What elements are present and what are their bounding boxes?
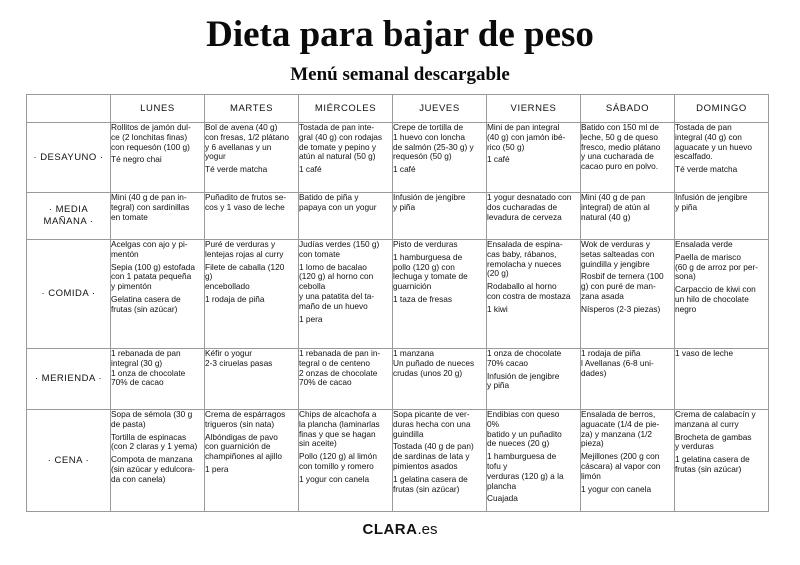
dish-text: Sopa de sémola (30 g de pasta) <box>111 409 193 429</box>
dish-text: Ensalada de berros, aguacate (1/4 de pie- za) y manzana (1/2 pieza) <box>581 409 660 449</box>
dish-text: Gelatina casera de frutas (sin azúcar) <box>111 293 181 314</box>
dish-text: 1 yogur desnatado con dos cucharadas de levadura de cerveza <box>487 192 572 222</box>
menu-cell <box>581 123 675 193</box>
dish-text: Brocheta de gambas y verduras <box>675 431 752 452</box>
menu-cell <box>581 193 675 240</box>
menu-cell <box>487 410 581 512</box>
menu-cell <box>205 240 299 349</box>
dish-text: 1 rodaja de piña l Avellanas (6-8 uni- dades) <box>581 348 654 378</box>
dish-text: Nísperos (2-3 piezas) <box>581 303 661 314</box>
dish-text: Crepe de tortilla de 1 huevo con loncha de salmón (25-30 g) y requesón (50 g) <box>393 122 474 162</box>
day-header-5: VIERNES <box>487 95 581 123</box>
dish-text: 1 café <box>299 164 322 175</box>
menu-cell <box>581 240 675 349</box>
dish-text: Infusión de jengibre y piña <box>487 370 560 391</box>
meal-row <box>27 240 769 349</box>
dish-text: Mini (40 g de pan in- tegral) con sardinillas en tomate <box>111 192 190 222</box>
dish-text: Ensalada verde <box>675 239 733 249</box>
menu-cell <box>111 123 205 193</box>
menu-cell <box>675 349 769 410</box>
brand-logo <box>0 520 800 540</box>
dish-text: Pisto de verduras <box>393 239 458 249</box>
dish-text: 1 yogur con canela <box>581 483 652 494</box>
menu-cell <box>675 410 769 512</box>
dish-text: Té verde matcha <box>205 164 268 175</box>
menu-cell <box>393 410 487 512</box>
day-header-4: JUEVES <box>393 95 487 123</box>
menu-cell <box>675 123 769 193</box>
menu-cell <box>581 410 675 512</box>
meal-row <box>27 410 769 512</box>
meal-label: · DESAYUNO · <box>27 123 111 193</box>
dish-text: Infusión de jengibre y piña <box>393 192 466 212</box>
meal-row <box>27 349 769 410</box>
dish-text: Mejillones (200 g con cáscara) al vapor con limón <box>581 451 661 481</box>
menu-cell <box>205 193 299 240</box>
dish-text: 1 yogur con canela <box>299 473 370 484</box>
meal-row <box>27 193 769 240</box>
dish-text: Tostada de pan inte- gral (40 g) con rodajas de tomate y pepino y atún al natural (50 g) <box>299 122 383 162</box>
dish-text: Crema de espárragos trigueros (sin nata) <box>205 409 286 429</box>
dish-text: 1 gelatina casera de frutas (sin azúcar) <box>393 473 468 494</box>
dish-text: Crema de calabacín y manzana al curry <box>675 409 756 429</box>
menu-cell <box>205 410 299 512</box>
dish-text: Judías verdes (150 g) con tomate <box>299 239 380 259</box>
dish-text: 1 manzana Un puñado de nueces crudas (unos 20 g) <box>393 348 475 378</box>
dish-text: Pollo (120 g) al limón con tomillo y romero <box>299 451 377 471</box>
menu-cell <box>393 193 487 240</box>
menu-cell <box>393 240 487 349</box>
dish-text: Chips de alcachofa a la plancha (laminarlas finas y que se hagan sin aceite) <box>299 409 380 449</box>
dish-text: 1 hamburguesa de tofu y verduras (120 g) a la plancha <box>487 451 564 491</box>
menu-cell <box>299 410 393 512</box>
dish-text: Sopa picante de ver- duras hecha con una guindilla <box>393 409 471 439</box>
day-header-row <box>27 95 769 123</box>
dish-text: Wok de verduras y setas salteadas con guindilla y jengibre <box>581 239 655 269</box>
day-header-6: SÁBADO <box>581 95 675 123</box>
menu-cell <box>299 240 393 349</box>
brand-domain: .es <box>417 521 438 538</box>
dish-text: Kéfir o yogur 2-3 ciruelas pasas <box>205 348 273 368</box>
dish-text: 1 onza de chocolate 70% cacao <box>487 348 562 368</box>
meal-label: · MEDIA MAÑANA · <box>27 193 111 240</box>
meal-label: · MERIENDA · <box>27 349 111 410</box>
dish-text: Endibias con queso 0% batido y un puñadito de nueces (20 g) <box>487 409 562 449</box>
dish-text: 1 café <box>393 164 416 175</box>
menu-cell <box>675 240 769 349</box>
dish-text: 1 rebanada de pan integral (30 g) 1 onza de chocolate 70% de cacao <box>111 348 186 388</box>
meal-label: · COMIDA · <box>27 240 111 349</box>
dish-text: 1 hamburguesa de pollo (120 g) con lechuga y tomate de guarnición <box>393 251 468 292</box>
meal-label: · CENA · <box>27 410 111 512</box>
dish-text: 1 rodaja de piña <box>205 293 265 304</box>
menu-cell <box>111 240 205 349</box>
brand-name: CLARA <box>362 521 418 538</box>
dish-text: 1 taza de fresas <box>393 293 453 304</box>
dish-text: Mini de pan integral (40 g) con jamón ibé- rico (50 g) <box>487 122 566 152</box>
menu-cell <box>299 349 393 410</box>
dish-text: Té verde matcha <box>675 164 738 175</box>
dish-text: Sepia (100 g) estofada con 1 patata pequeña y pimentón <box>111 261 195 292</box>
dish-text: 1 gelatina casera de frutas (sin azúcar) <box>675 454 750 474</box>
menu-cell <box>487 123 581 193</box>
dish-text: Cuajada <box>487 493 518 504</box>
menu-cell <box>675 193 769 240</box>
dish-text: 1 vaso de leche <box>675 348 734 358</box>
menu-cell <box>111 193 205 240</box>
day-header-2: MARTES <box>205 95 299 123</box>
menu-cell <box>205 123 299 193</box>
day-header-7: DOMINGO <box>675 95 769 123</box>
menu-cell <box>393 349 487 410</box>
dish-text: 1 café <box>487 154 510 165</box>
dish-text: 1 pera <box>205 463 229 474</box>
menu-cell <box>581 349 675 410</box>
dish-text: Carpaccio de kiwi con un hilo de chocolate negro <box>675 284 756 314</box>
dish-text: Filete de caballa (120 g) encebollado <box>205 261 285 292</box>
dish-text: 1 rebanada de pan in- tegral o de centeno 2 onzas de chocolate 70% de cacao <box>299 348 381 388</box>
dish-text: 1 kiwi <box>487 303 508 314</box>
weekly-menu-table <box>26 94 769 512</box>
dish-text: Rosbif de ternera (100 g) con puré de man- zana asada <box>581 271 664 301</box>
menu-cell <box>487 193 581 240</box>
day-header-3: MIÉRCOLES <box>299 95 393 123</box>
menu-cell <box>393 123 487 193</box>
dish-text: 1 lomo de bacalao (120 g) al horno con cebolla y una patatita del ta- maño de un huevo <box>299 261 375 311</box>
dish-text: Tortilla de espinacas (con 2 claras y 1 yema) <box>111 431 198 452</box>
dish-text: Batido de piña y papaya con un yogur <box>299 192 377 212</box>
page-title: Dieta para bajar de peso <box>206 14 594 55</box>
dish-text: Tostada de pan integral (40 g) con aguacate y un huevo escalfado. <box>675 122 753 162</box>
dish-text: 1 pera <box>299 313 323 324</box>
dish-text: Batido con 150 ml de leche, 50 g de queso fresco, medio plátano y una cucharada de cacao puro en polvo. <box>581 122 661 172</box>
menu-cell <box>487 349 581 410</box>
menu-cell <box>205 349 299 410</box>
dish-text: Puñadito de frutos se- cos y 1 vaso de leche <box>205 192 287 212</box>
menu-cell <box>299 123 393 193</box>
menu-cell <box>487 240 581 349</box>
dish-text: Ensalada de espina- cas baby, rábanos, remolacha y nueces (20 g) <box>487 239 563 279</box>
dish-text: Rodaballo al horno con costra de mostaza <box>487 281 571 301</box>
dish-text: Rollitos de jamón dul- ce (2 lonchitas finas) con requesón (100 g) <box>111 122 191 152</box>
menu-cell <box>111 410 205 512</box>
dish-text: Paella de marisco (60 g de arroz por per- sona) <box>675 251 759 282</box>
dish-text: Té negro chai <box>111 154 162 165</box>
page-subtitle: Menú semanal descargable <box>290 64 510 85</box>
dish-text: Compota de manzana (sin azúcar y edulcora- da con canela) <box>111 454 195 484</box>
corner-cell <box>27 95 111 123</box>
menu-cell <box>111 349 205 410</box>
dish-text: Mini (40 g de pan integral) de atún al natural (40 g) <box>581 192 650 222</box>
menu-cell <box>299 193 393 240</box>
meal-row <box>27 123 769 193</box>
dish-text: Puré de verduras y lentejas rojas al curry <box>205 239 284 259</box>
dish-text: Acelgas con ajo y pi- mentón <box>111 239 188 259</box>
dish-text: Bol de avena (40 g) con fresas, 1/2 plátano y 6 avellanas y un yogur <box>205 122 289 162</box>
dish-text: Albóndigas de pavo con guarnición de champiñones al ajillo <box>205 431 283 462</box>
dish-text: Infusión de jengibre y piña <box>675 192 748 212</box>
dish-text: Tostada (40 g de pan) de sardinas de lata y pimientos asados <box>393 441 474 471</box>
day-header-1: LUNES <box>111 95 205 123</box>
